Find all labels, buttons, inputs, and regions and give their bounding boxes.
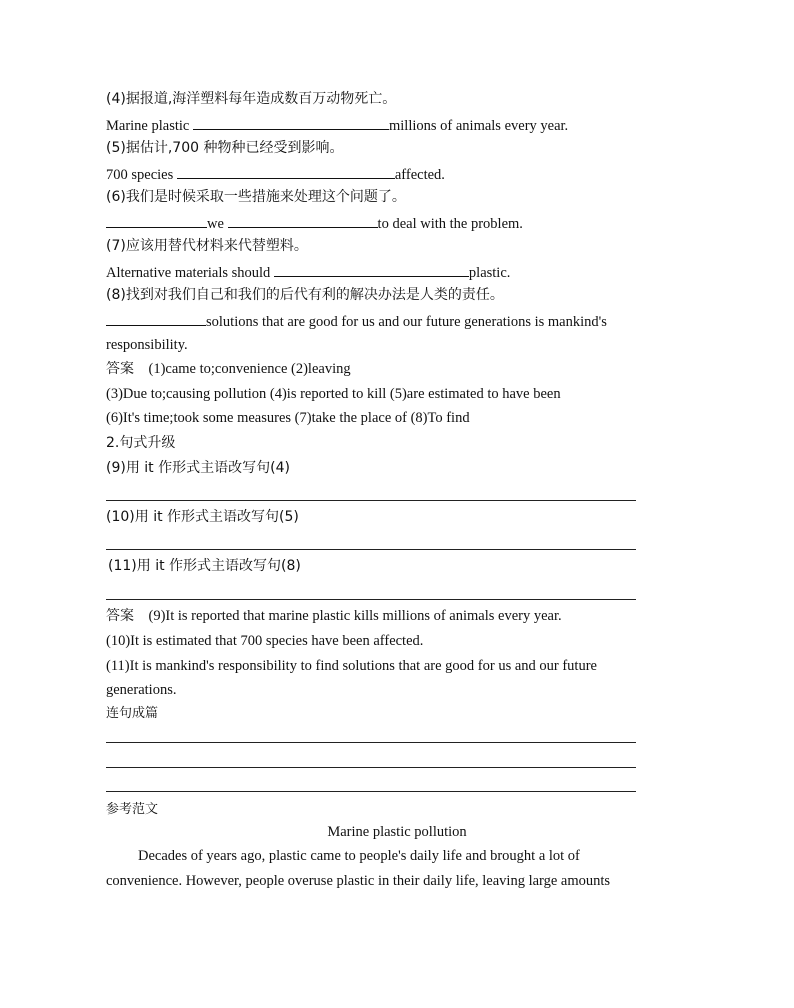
compose-line-1[interactable] <box>106 742 636 743</box>
sample-paragraph-line-2: convenience. However, people overuse plastic in their daily life, leaving large amounts <box>106 873 611 889</box>
question-8-english <box>106 311 607 331</box>
compose-line-2[interactable] <box>106 767 636 768</box>
compose-line-3[interactable] <box>106 791 636 792</box>
question-4-suffix: millions of animals every year. <box>388 118 569 134</box>
question-9-prompt: (9)用 it 作形式主语改写句(4) <box>106 460 290 476</box>
question-7-chinese: (7)应该用替代材料来代替塑料。 <box>106 238 308 254</box>
answer-11-line-2: generations. <box>106 682 177 698</box>
question-5-chinese: (5)据估计,700 种物种已经受到影响。 <box>106 140 344 156</box>
answer-11-line-1: (11)It is mankind's responsibility to find solutions that are good for us and our future <box>106 658 597 674</box>
answers-1-line-2: (3)Due to;causing pollution (4)is reported to kill (5)are estimated to have been <box>106 386 561 402</box>
question-5-suffix: affected. <box>394 167 445 183</box>
sample-title: Marine plastic pollution <box>327 824 467 840</box>
question-8-english-continued: responsibility. <box>106 337 188 353</box>
compose-heading: 连句成篇 <box>106 706 159 721</box>
question-10-answer-line[interactable] <box>106 549 636 550</box>
answers-1-line-1 <box>106 360 351 378</box>
question-5-prefix: 700 species <box>106 167 177 183</box>
question-7-suffix: plastic. <box>468 265 511 281</box>
question-7-prefix: Alternative materials should <box>106 265 274 281</box>
question-5-blank[interactable] <box>177 164 395 179</box>
answers-2-line-1 <box>106 607 562 625</box>
sample-paragraph-line-1: Decades of years ago, plastic came to people's daily life and brought a lot of <box>138 848 580 864</box>
question-8-chinese: (8)找到对我们自己和我们的后代有利的解决办法是人类的责任。 <box>106 287 504 303</box>
section-2-heading: 2.句式升级 <box>106 435 176 451</box>
answer-10: (10)It is estimated that 700 species have been affected. <box>106 633 424 649</box>
answers-1-text-1: (1)came to;convenience (2)leaving <box>148 361 351 377</box>
question-4-chinese: (4)据报道,海洋塑料每年造成数百万动物死亡。 <box>106 91 397 107</box>
question-4-prefix: Marine plastic <box>106 118 193 134</box>
question-10-prompt: (10)用 it 作形式主语改写句(5) <box>106 509 299 525</box>
question-4-english <box>106 115 568 135</box>
question-6-suffix: to deal with the problem. <box>377 216 523 232</box>
question-7-blank[interactable] <box>274 262 469 277</box>
question-6-chinese: (6)我们是时候采取一些措施来处理这个问题了。 <box>106 189 406 205</box>
question-4-blank[interactable] <box>193 115 389 130</box>
sample-label: 参考范文 <box>106 802 159 817</box>
answer-label: 答案 <box>106 361 134 377</box>
question-11-prompt: (11)用 it 作形式主语改写句(8) <box>108 558 301 574</box>
question-6-blank-2[interactable] <box>228 213 378 228</box>
question-7-english <box>106 262 510 282</box>
question-6-middle: we <box>207 216 228 232</box>
answers-1-line-3: (6)It's time;took some measures (7)take the place of (8)To find <box>106 410 470 426</box>
question-9-answer-line[interactable] <box>106 500 636 501</box>
answer-9: (9)It is reported that marine plastic kills millions of animals every year. <box>148 608 562 624</box>
question-6-blank-1[interactable] <box>106 213 207 228</box>
question-6-english <box>106 213 523 233</box>
answer-label: 答案 <box>106 608 134 624</box>
question-11-answer-line[interactable] <box>106 599 636 600</box>
question-8-blank[interactable] <box>106 311 206 326</box>
question-8-text: solutions that are good for us and our future generations is mankind's <box>206 314 607 330</box>
question-5-english <box>106 164 445 184</box>
